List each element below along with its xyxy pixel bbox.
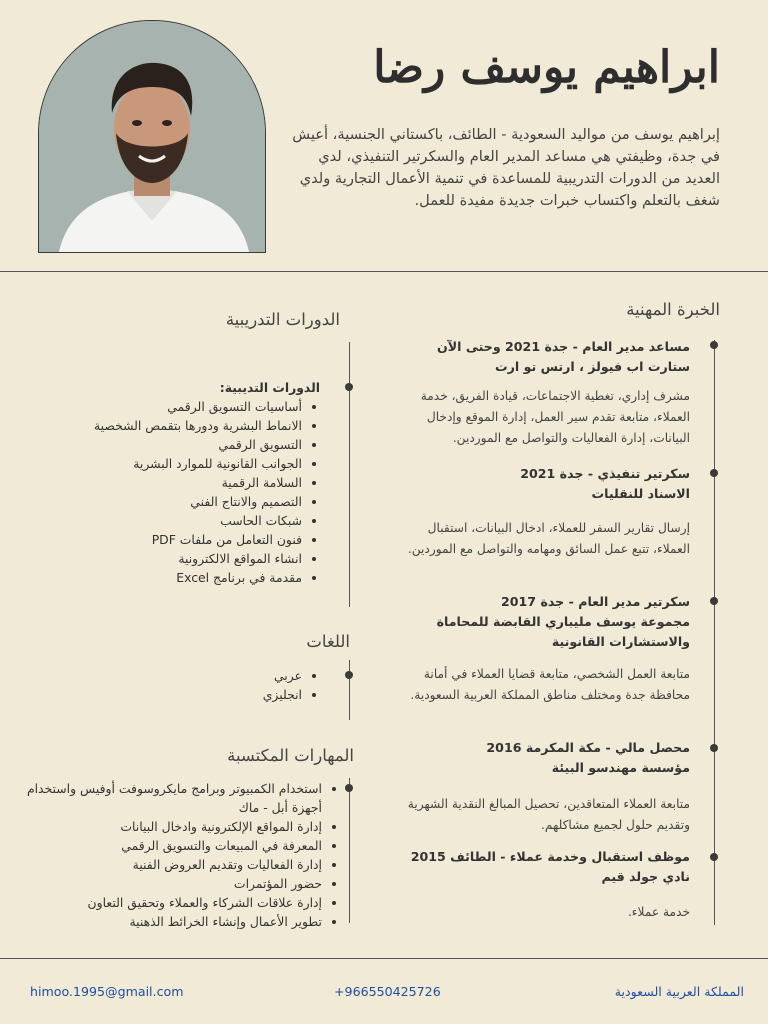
experience-item-3	[400, 592, 690, 652]
header-divider	[0, 271, 768, 272]
experience-item-4	[486, 738, 690, 778]
profile-photo	[38, 20, 266, 253]
list-item: حضور المؤتمرات	[20, 874, 340, 893]
experience-heading: مساعد مدير العام - جدة 2021 وحتى الآن	[437, 339, 690, 354]
skills-title: المهارات المكتسبة	[227, 746, 354, 765]
timeline-dot	[345, 671, 353, 679]
experience-heading: محصل مالي - مكة المكرمة 2016	[486, 740, 690, 755]
list-item: التصميم والانتاج الفني	[20, 492, 320, 511]
languages-timeline	[349, 660, 350, 720]
courses-title: الدورات التدريبية	[225, 310, 340, 329]
timeline-dot	[710, 469, 718, 477]
skills-timeline	[349, 778, 350, 923]
list-item: انشاء المواقع الالكترونية	[20, 549, 320, 568]
list-item: التسويق الرقمي	[20, 435, 320, 454]
experience-title: الخبرة المهنية	[626, 300, 720, 319]
experience-company: ستارت اب فيولز ، ارتس تو ارت	[494, 359, 690, 374]
list-item: فنون التعامل من ملفات PDF	[20, 530, 320, 549]
timeline-dot	[345, 383, 353, 391]
timeline-dot	[345, 784, 353, 792]
list-item: الجوانب القانونية للموارد البشرية	[20, 454, 320, 473]
experience-company: مجموعة يوسف مليباري القابضة للمحاماة والاستشارات القانونية	[436, 614, 690, 649]
experience-item-5	[411, 847, 690, 887]
list-item: شبكات الحاسب	[20, 511, 320, 530]
experience-item-2	[520, 464, 690, 504]
experience-item-1	[437, 337, 690, 377]
experience-description: متابعة العملاء المتعاقدين، تحصيل المبالغ النقدية الشهرية وتقديم حلول لجميع مشاكلهم.	[407, 797, 690, 832]
experience-company: نادي جولد قيم	[601, 869, 690, 884]
experience-company: الاسناد للنقليات	[591, 486, 690, 501]
list-item: انجليزي	[120, 685, 320, 704]
experience-description: إرسال تقارير السفر للعملاء، ادخال البيانات، استقبال العملاء، تتبع عمل السائق ومهامه والتواصل مع الموردين.	[407, 521, 690, 556]
timeline-dot	[710, 853, 718, 861]
list-item: الانماط البشرية ودورها بتقمص الشخصية	[20, 416, 320, 435]
list-item: إدارة الفعاليات وتقديم العروض الفنية	[20, 855, 340, 874]
experience-heading: سكرتير تنفيذي - جدة 2021	[520, 466, 690, 481]
phone-link[interactable]: +966550425726	[334, 984, 441, 999]
list-item: إدارة المواقع الإلكترونية وادخال البيانات	[20, 817, 340, 836]
courses-subtitle: الدورات التديبية:	[219, 380, 320, 395]
list-item: استخدام الكمبيوتر وبرامج مايكروسوفت أوفيس واستخدام أجهزة أبل - ماك	[20, 779, 340, 817]
email-link[interactable]: himoo.1995@gmail.com	[30, 984, 184, 999]
list-item: السلامة الرقمية	[20, 473, 320, 492]
experience-heading: سكرتير مدير العام - جدة 2017	[501, 594, 690, 609]
location-text: المملكة العربية السعودية	[614, 984, 744, 999]
list-item: مقدمة في برنامج Excel	[20, 568, 320, 587]
list-item: إدارة علاقات الشركاء والعملاء وتحقيق التعاون	[20, 893, 340, 912]
courses-list	[20, 397, 320, 587]
full-name: ابراهيم يوسف رضا	[373, 42, 720, 93]
experience-description: متابعة العمل الشخصي، متابعة قضايا العملاء في أمانة محافظة جدة ومختلف مناطق المملكة العربية السعودية.	[410, 667, 690, 702]
experience-description: خدمة عملاء.	[627, 905, 690, 919]
languages-list	[120, 666, 320, 704]
bio-paragraph: إبراهيم يوسف من مواليد السعودية - الطائف، باكستاني الجنسية، أعيش في جدة، وظيفتي هي مساعد المدير العام والسكرتير التنفيذي، لدي العديد من الدورات التدريبية للمساعدة في تنمية الأعمال التجارية ولدي شغف بالتعلم واكتساب خبرات جديدة مفيدة للعمل.	[292, 126, 720, 209]
timeline-dot	[710, 341, 718, 349]
list-item: تطوير الأعمال وإنشاء الخرائط الذهنية	[20, 912, 340, 931]
languages-title: اللغات	[306, 632, 350, 651]
experience-company: مؤسسة مهندسو البيئة	[551, 760, 690, 775]
footer-divider	[0, 958, 768, 959]
experience-timeline	[714, 340, 715, 925]
timeline-dot	[710, 744, 718, 752]
skills-list	[20, 779, 340, 931]
list-item: المعرفة في المبيعات والتسويق الرقمي	[20, 836, 340, 855]
list-item: أساسيات التسويق الرقمي	[20, 397, 320, 416]
experience-description: مشرف إداري، تغطية الاجتماعات، قيادة الفريق، خدمة العملاء، متابعة تقدم سير العمل، إدارة الموقع وإدخال البيانات، إدارة الفعاليات والتواصل مع الموردين.	[420, 389, 690, 445]
timeline-dot	[710, 597, 718, 605]
list-item: عربي	[120, 666, 320, 685]
experience-heading: موظف استقبال وخدمة عملاء - الطائف 2015	[410, 849, 690, 864]
courses-timeline	[349, 342, 350, 607]
